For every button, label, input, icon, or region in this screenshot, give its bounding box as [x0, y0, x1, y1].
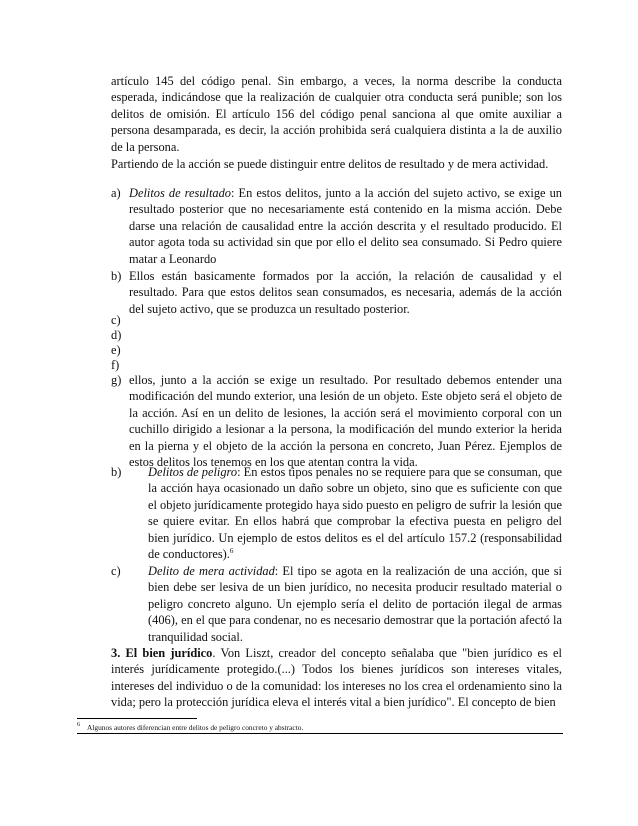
paragraph-bien-juridico: 3. El bien jurídico. Von Liszt, creador del concepto señalaba que "bien jurídico es el interés jurídicamente protegido.(...) Todos los bienes jurídicos son intereses vitales, intereses del individuo o de la comunidad: los intereses no los crea el ordenamiento sino la vida; pero la protección jurídica eleva el interés vital a bien jurídico". El concepto de bien [111, 646, 562, 710]
term-delitos-de-resultado: Delitos de resultado [129, 186, 231, 200]
list-item-f [111, 357, 562, 373]
list-item-c-mera-actividad [111, 563, 562, 645]
paragraph-partiendo: Partiendo de la acción se puede distinguir entre delitos de resultado y de mera actividad. [111, 157, 549, 171]
list-item-text: Ellos están basicamente formados por la acción, la relación de causalidad y el resultado. Para que estos delitos sean consumados, es necesaria, además de la acción del sujeto activo, que se produzca un resultado posterior. [129, 269, 562, 316]
list-label: b) [111, 269, 122, 283]
list-label: c) [111, 564, 121, 578]
list-item-d [111, 327, 562, 343]
list-item-text: ellos, junto a la acción se exige un resultado. Por resultado debemos entender una modificación del mundo exterior, una lesión de un objeto. Este objeto será el objeto de la acción. Así en un delito de lesiones, la acción será el movimiento corporal con un cuchillo dirigido a lesionar a la persona, la modificación del mundo exterior la herida en la pierna y el objeto de la acción la persona en concreto, Juan Pérez. Ejemplos de estos delitos los tenemos en los que atentan contra la vida. [129, 373, 562, 470]
list-label: d) [111, 328, 122, 342]
footnote-text: Algunos autores diferencian entre delitos de peligro concreto y abstracto. [87, 723, 304, 732]
list-item-b [111, 268, 562, 317]
page-bottom-rule [77, 733, 563, 734]
footnote-marker: 6 [77, 722, 80, 728]
list-label: g) [111, 373, 122, 387]
list-label: e) [111, 343, 121, 357]
list-item-text: Delito de mera actividad: El tipo se agota en la realización de una acción, que si bien debe ser lesiva de un bien jurídico, no necesita producir resultado material o peligro concreto alguno. Un ejemplo sería el delito de portación ilegal de armas (406), en el que para condenar, no es necesario demostrar que la portación afectó la tranquilidad social. [148, 564, 562, 644]
list-label: c) [111, 313, 121, 327]
list-label: f) [111, 358, 120, 372]
list-item-b-peligro [111, 464, 562, 562]
section-heading: 3. El bien jurídico [111, 646, 213, 660]
footnote-reference: 6 [229, 546, 234, 555]
list-item-c [111, 312, 562, 328]
list-item-e [111, 342, 562, 358]
list-item-text: Delitos de resultado: En estos delitos, junto a la acción del sujeto activo, se exige un resultado posterior que no necesariamente está contenido en la misma acción. Debe darse una relación de causalidad entre la acción descrita y el resultado producido. El autor agota toda su actividad sin que por ello el delito sea consumado. Si Pedro quiere matar a Leonardo [129, 186, 562, 266]
list-label: a) [111, 186, 121, 200]
list-item-a [111, 185, 562, 267]
list-item-g [111, 372, 562, 470]
paragraph-intro: artículo 145 del código penal. Sin embargo, a veces, la norma describe la conducta esperada, indicándose que la realización de cualquier otra conducta será punible; son los delitos de omisión. El artículo 156 del código penal sanciona al que omite auxiliar a persona desamparada, es decir, la acción prohibida será cualquiera distinta a la de auxilio de la persona. [111, 74, 562, 154]
footnote-separator [77, 718, 197, 719]
term-delitos-de-peligro: Delitos de peligro [148, 465, 238, 479]
term-delito-de-mera-actividad: Delito de mera actividad [148, 564, 275, 578]
list-label: b) [111, 465, 122, 479]
list-item-text: Delitos de peligro: En estos tipos penales no se requiere para que se consuman, que la acción haya ocasionado un daño sobre un objeto, sino que es suficiente con que el objeto jurídicamente protegido haya sido puesto en peligro de sufrir la lesión que se quiere evitar. En ellos habrá que comprobar la efectiva puesta en peligro del bien jurídico. Un ejemplo de estos delitos es el del artículo 157.2 (responsabilidad de conductores).$^6$ [148, 465, 563, 562]
